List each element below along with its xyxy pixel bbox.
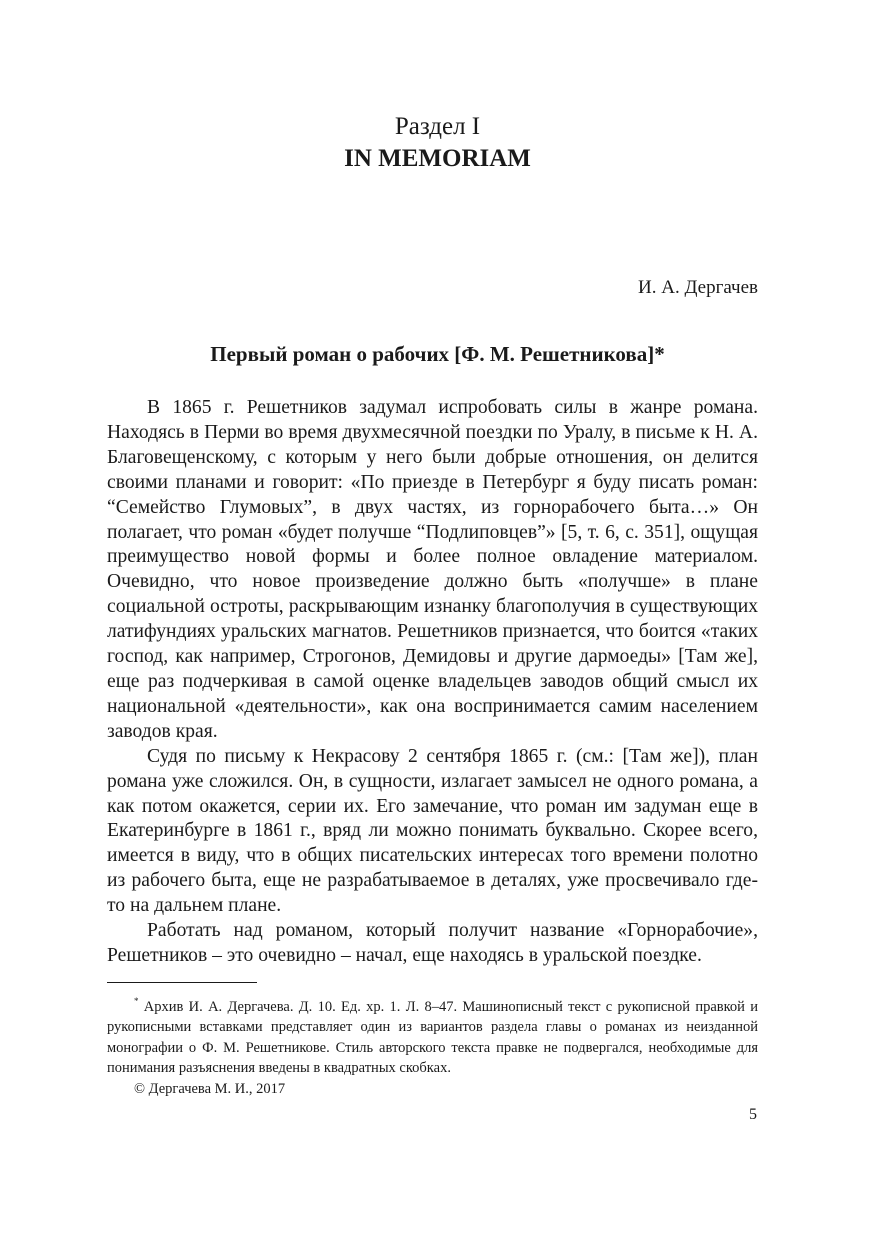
footnote-text xyxy=(107,992,758,1079)
body-paragraph: В 1865 г. Решетников задумал испробовать силы в жанре романа. Находясь в Перми во время двухмесячной поездки по Уралу, в письме к Н. А. Благовещенскому, с которым у него были добрые отношения, он делится своими планами и говорит: «По приезде в Петербург я буду писать роман: “Семейство Глумовых”, в двух частях, из горнорабочего быта…» Он полагает, что роман «будет получше “Подлиповцев”» [5, т. 6, с. 351], ощущая преимущество новой формы и более полное овладение материалом. Очевидно, что новое произведение должно быть «получше» в плане социальной остроты, раскрывающим изнанку благополучия в существующих латифундиях уральских магнатов. Решетников признается, что боится «таких господ, как например, Строгонов, Демидовы и другие дармоеды» [Там же], еще раз подчеркивая в самой оценке владельцев заводов общий смысл их национальной «деятельности», как она воспринимается самим населением заводов края. xyxy=(107,397,758,742)
body-paragraph: Работать над романом, который получит название «Горнорабочие», Решетников – это очевидно – начал, еще находясь в уральской поездке. xyxy=(107,920,758,966)
article-author: И. А. Дергачев xyxy=(638,277,758,298)
article-title: Первый роман о рабочих [Ф. М. Решетникова]* xyxy=(210,342,665,366)
footnote-divider xyxy=(107,982,257,983)
footnote-marker: * xyxy=(134,996,139,1006)
page-number: 5 xyxy=(749,1106,757,1123)
body-paragraph: Судя по письму к Некрасову 2 сентября 1865 г. (см.: [Там же]), план романа уже сложился. Он, в сущности, излагает замысел не одного романа, а как потом окажется, серии их. Его замечание, что роман им задуман еще в Екатеринбурге в 1861 г., вряд ли можно понимать буквально. Скорее всего, имеется в виду, что в общих писательских интересах того времени полотно из рабочего быта, еще не разрабатываемое в деталях, уже просвечивало где-то на дальнем плане. xyxy=(107,745,758,917)
copyright-line: © Дергачева М. И., 2017 xyxy=(134,1080,286,1097)
section-title: IN MEMORIAM xyxy=(344,145,531,172)
article-body xyxy=(107,396,758,969)
footnote xyxy=(107,992,758,1099)
section-label: Раздел I xyxy=(394,113,481,140)
footnote-body: Архив И. А. Дергачева. Д. 10. Ед. хр. 1. Л. 8–47. Машинописный текст с рукописной правкой и рукописными вставками представляет один из вариантов раздела главы о романах из неизданной монографии о Ф. М. Решетникове. Стиль авторского текста правке не подвергался, необходимые для понимания разъяснения введены в квадратных скобках. xyxy=(107,998,758,1077)
